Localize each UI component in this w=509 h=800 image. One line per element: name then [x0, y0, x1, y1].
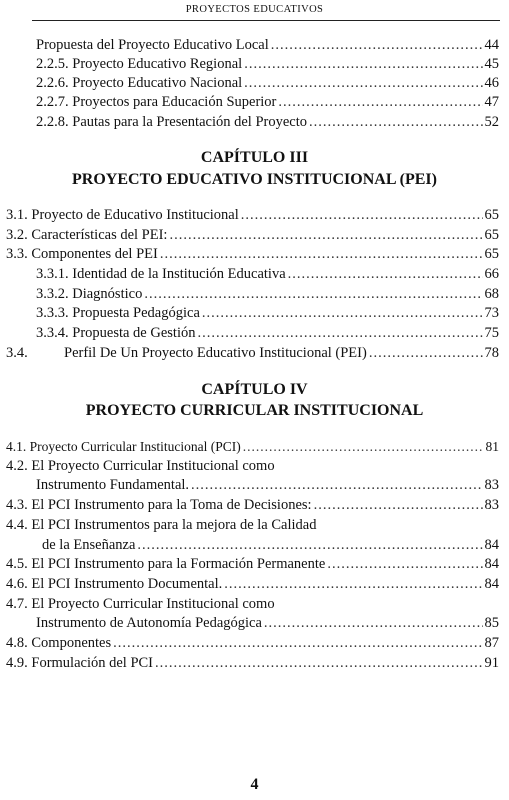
toc-entry: [6, 226, 499, 245]
toc-leader: [169, 226, 482, 245]
toc-leader: [314, 496, 483, 515]
toc-entry-text: 3.3.3. Propuesta Pedagógica: [36, 305, 200, 321]
toc-entry-text: 3.3.1. Identidad de la Institución Educativa: [36, 266, 286, 282]
toc-entry-text: 4.1. Proyecto Curricular Institucional (PCI): [6, 439, 241, 454]
toc-leader: [155, 654, 482, 673]
toc-entry: [36, 55, 499, 74]
toc-entry: [36, 324, 499, 343]
toc-leader: [309, 113, 483, 132]
toc-leader: [271, 36, 483, 55]
toc-entry: [36, 265, 499, 284]
toc-leader: [160, 245, 483, 264]
toc-entry-page: 91: [484, 655, 499, 671]
toc-entry-page: 47: [484, 94, 499, 110]
toc-leader: [244, 55, 482, 74]
toc-entry: [6, 206, 499, 225]
toc-entry-page: 78: [484, 345, 499, 361]
toc-leader: [197, 324, 482, 343]
toc-entry-text: 2.2.8. Pautas para la Presentación del Proyecto: [36, 114, 307, 130]
toc-entry: [6, 555, 499, 574]
toc-entry-page: 46: [484, 75, 499, 91]
chapter-title: PROYECTO CURRICULAR INSTITUCIONAL: [85, 402, 424, 419]
toc-entry: [6, 245, 499, 264]
toc-entry-text: 2.2.5. Proyecto Educativo Regional: [36, 56, 243, 72]
toc-entry-text: 4.4. El PCI Instrumentos para la mejora de la Calidad: [6, 517, 317, 533]
toc-entry: [36, 476, 499, 495]
toc-entry-text: 4.5. El PCI Instrumento para la Formación Permanente: [6, 556, 326, 572]
toc-entry-page: 52: [484, 114, 499, 130]
chapter-label: CAPÍTULO IV: [201, 381, 308, 398]
toc-entry: [36, 285, 499, 304]
toc-entry-page: 83: [484, 497, 499, 513]
toc-entry-page: 65: [484, 227, 499, 243]
header-rule: [32, 20, 500, 21]
chapter-label: CAPÍTULO III: [200, 149, 309, 166]
running-header: PROYECTOS EDUCATIVOS: [185, 4, 324, 15]
toc-entry-text: Propuesta del Proyecto Educativo Local: [36, 37, 269, 53]
toc-entry: [6, 575, 499, 594]
toc-entry-text: Perfil De Un Proyecto Educativo Institucional (PEI): [64, 345, 367, 361]
toc-entry: [36, 113, 499, 132]
chapter-title: PROYECTO EDUCATIVO INSTITUCIONAL (PEI): [72, 171, 437, 188]
toc-leader: [113, 634, 482, 653]
toc-entry-text: 4.3. El PCI Instrumento para la Toma de Decisiones:: [6, 497, 312, 513]
toc-entry-text: 4.2. El Proyecto Curricular Institucional como: [6, 458, 275, 474]
toc-entry-page: 85: [484, 615, 499, 631]
toc-entry-page: 75: [484, 325, 499, 341]
toc-leader: [244, 74, 482, 93]
toc-entry-page: 45: [484, 56, 499, 72]
toc-entry-page: 65: [484, 207, 499, 223]
toc-leader: [288, 265, 483, 284]
toc-entry-page: 65: [484, 246, 499, 262]
toc-entry-page: 44: [484, 37, 499, 53]
toc-entry-text: 4.8. Componentes: [6, 635, 112, 651]
toc-entry: [36, 304, 499, 323]
toc-entry-number: 3.4.: [6, 345, 28, 361]
toc-entry-text: 3.3.4. Propuesta de Gestión: [36, 325, 196, 341]
toc-leader: [264, 614, 483, 633]
toc-entry: [36, 614, 499, 633]
toc-entry-page: 81: [485, 439, 499, 454]
toc-entry-page: 84: [484, 576, 499, 592]
toc-leader: [327, 555, 482, 574]
toc-entry-text: 4.9. Formulación del PCI: [6, 655, 154, 671]
toc-entry-page: 66: [484, 266, 499, 282]
toc-entry: [6, 344, 499, 363]
toc-entry-text: Instrumento Fundamental.: [36, 477, 190, 493]
page-number: 4: [250, 776, 259, 793]
toc-entry-text: 3.3. Componentes del PEI: [6, 246, 158, 262]
toc-entry-page: 73: [484, 305, 499, 321]
toc-leader: [191, 476, 482, 495]
toc-leader: [369, 344, 483, 363]
toc-leader: [144, 285, 482, 304]
toc-entry: [6, 437, 499, 456]
toc-entry: [42, 536, 499, 555]
toc-entry-page: 68: [484, 286, 499, 302]
toc-entry: [36, 93, 499, 112]
toc-entry-text: 3.3.2. Diagnóstico: [36, 286, 143, 302]
toc-entry-page: 84: [484, 537, 499, 553]
toc-leader: [224, 575, 482, 594]
toc-entry-page: 84: [484, 556, 499, 572]
toc-leader: [243, 437, 484, 456]
toc-entry-text: 2.2.7. Proyectos para Educación Superior: [36, 94, 277, 110]
toc-entry-text: 3.1. Proyecto de Educativo Institucional: [6, 207, 239, 223]
toc-entry: [36, 36, 499, 55]
toc-entry: [36, 74, 499, 93]
toc-entry-text: de la Enseñanza: [42, 537, 136, 553]
toc-entry-page: 87: [484, 635, 499, 651]
toc-entry: [6, 654, 499, 673]
toc-leader: [137, 536, 482, 555]
toc-entry-page: 83: [484, 477, 499, 493]
toc-entry-text: 3.2. Características del PEI:: [6, 227, 168, 243]
toc-entry-text: 2.2.6. Proyecto Educativo Nacional: [36, 75, 243, 91]
toc-leader: [241, 206, 483, 225]
toc-entry: [6, 496, 499, 515]
toc-leader: [278, 93, 482, 112]
toc-entry-text: Instrumento de Autonomía Pedagógica: [36, 615, 262, 631]
toc-entry: [6, 634, 499, 653]
toc-entry-text: 4.7. El Proyecto Curricular Institucional como: [6, 596, 275, 612]
toc-entry-text: 4.6. El PCI Instrumento Documental.: [6, 576, 223, 592]
toc-leader: [202, 304, 483, 323]
